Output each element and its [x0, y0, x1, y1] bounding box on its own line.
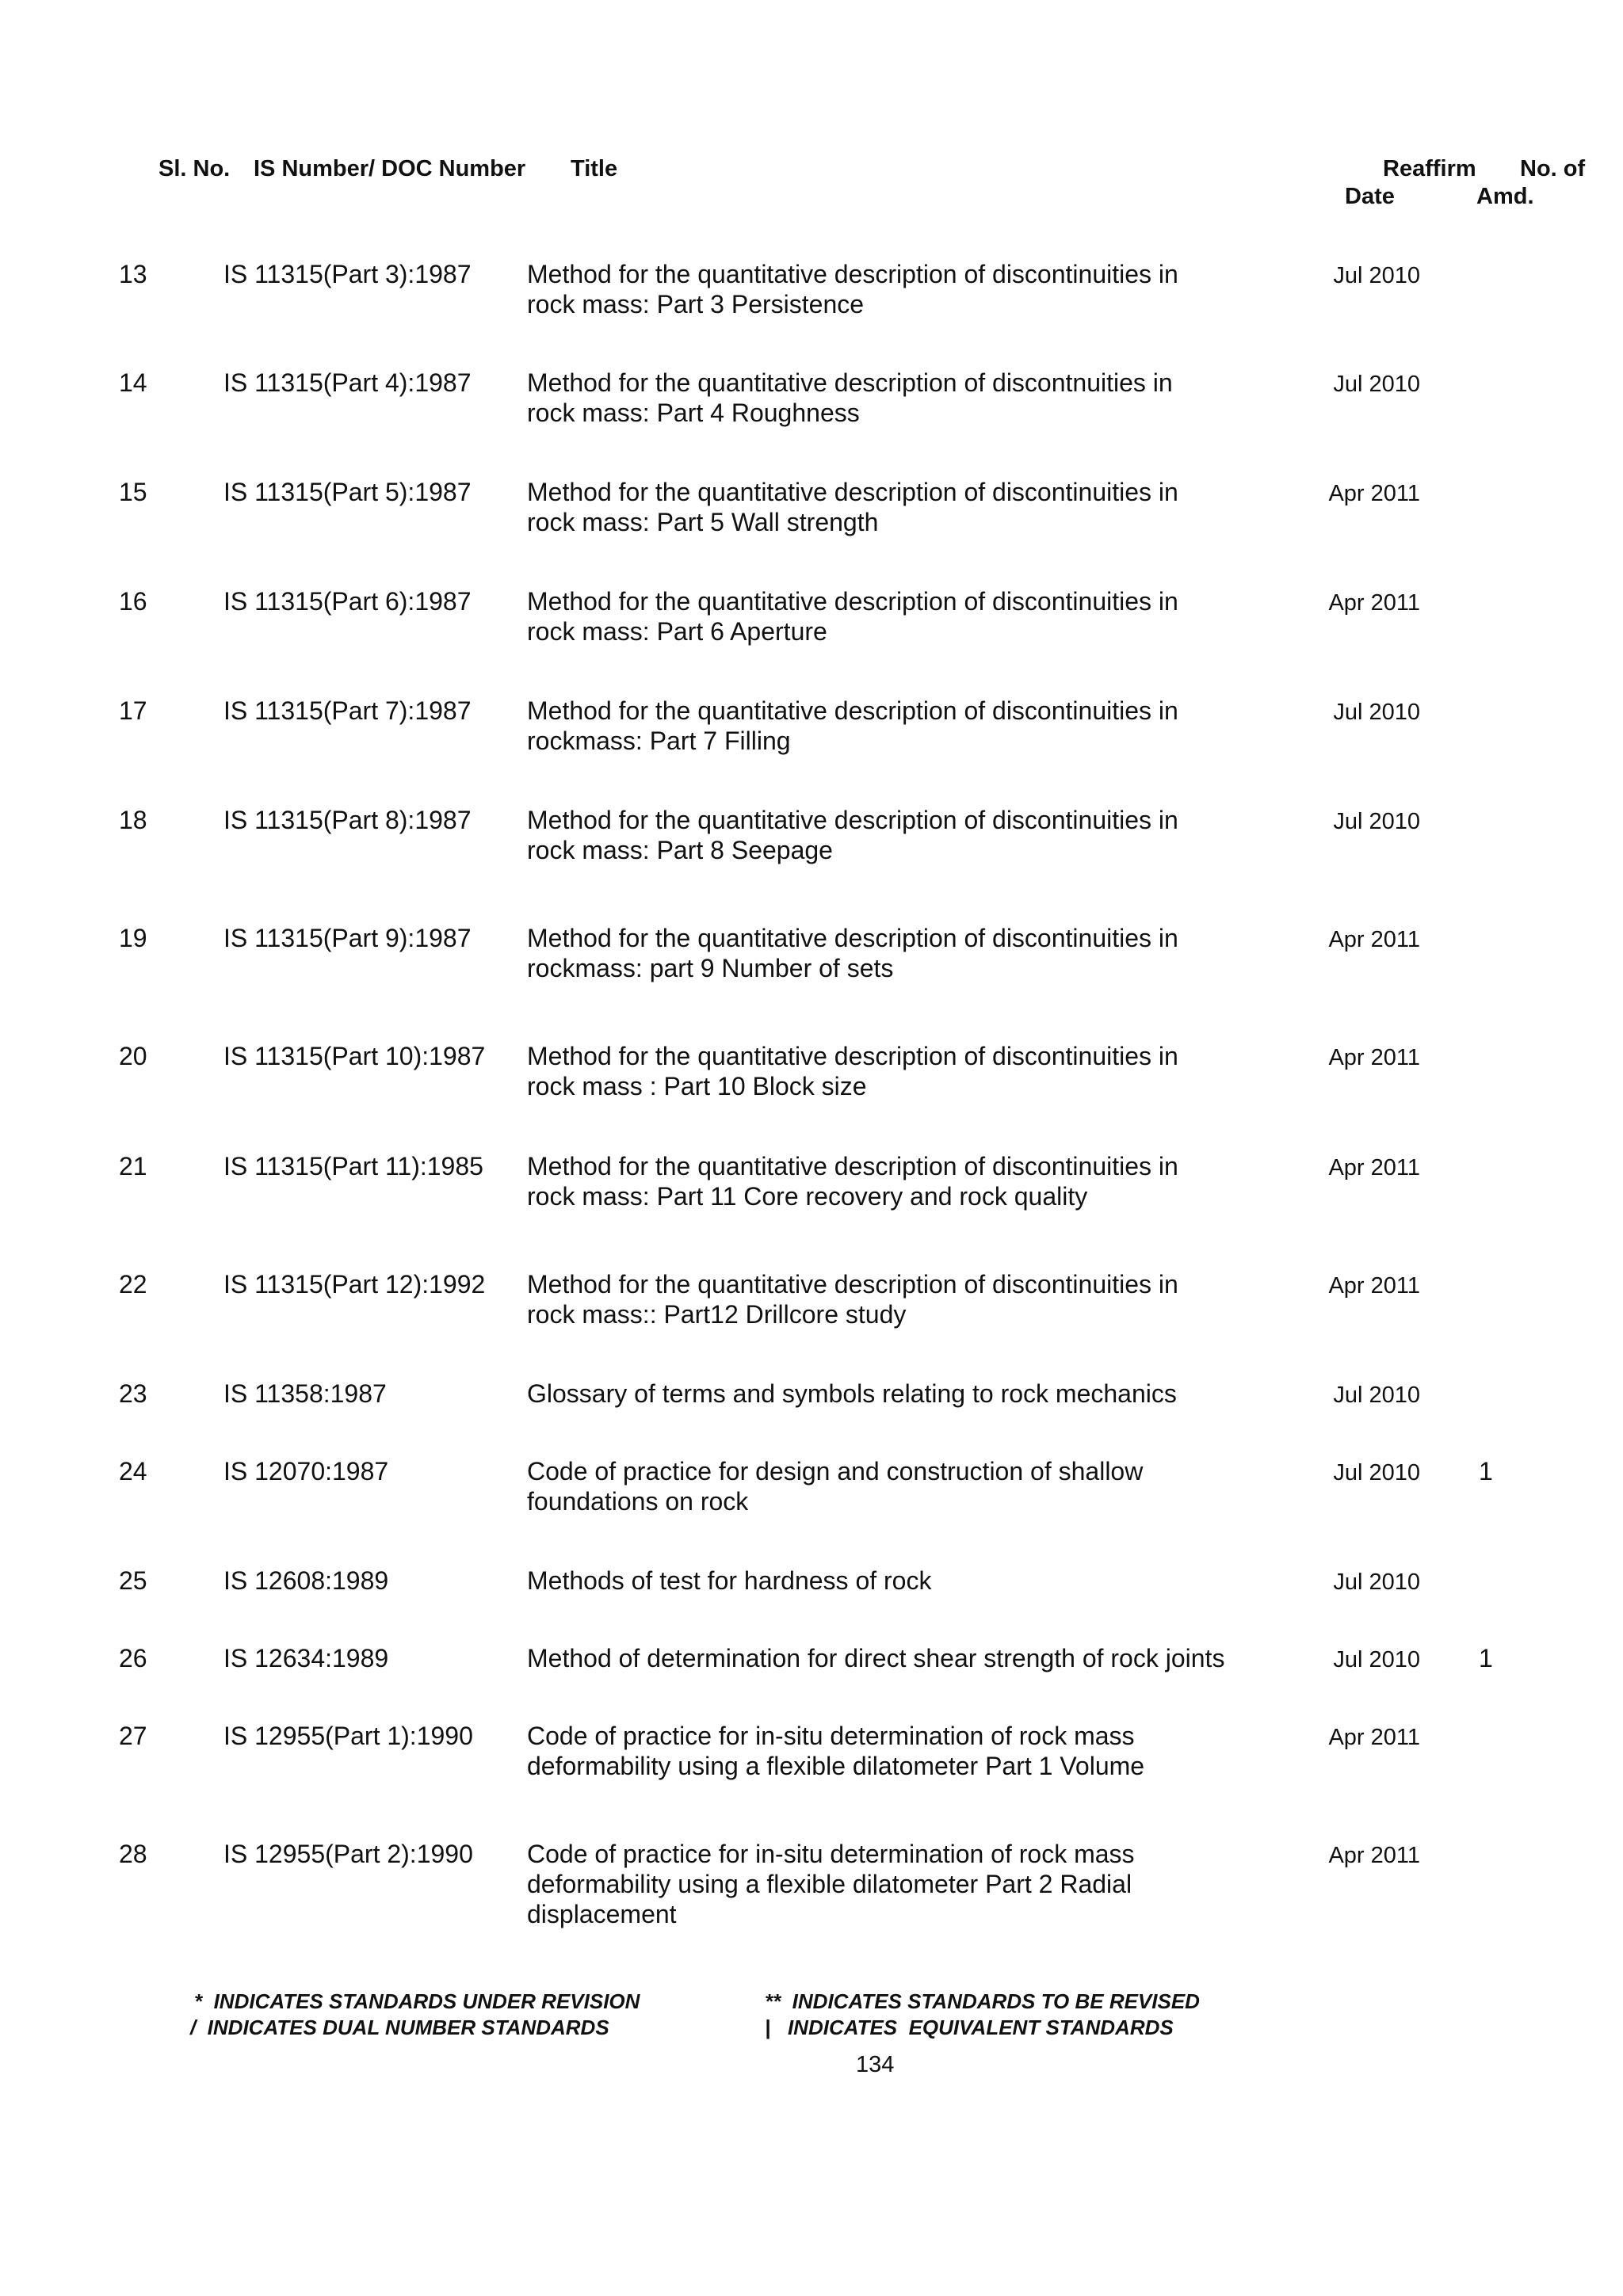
is-number-cell: IS 12070:1987: [223, 1457, 389, 1486]
legend-under-revision: * INDICATES STANDARDS UNDER REVISION: [194, 1989, 640, 2013]
title-cell: [527, 259, 1280, 319]
is-number-cell: IS 11315(Part 12):1992: [223, 1270, 486, 1299]
title-line: displacement: [527, 1900, 677, 1928]
title-line: rock mass: Part 3 Persistence: [527, 290, 865, 318]
header-is-number: IS Number/ DOC Number: [254, 156, 526, 181]
title-line: Method for the quantitative description of discontinuities in: [527, 924, 1178, 952]
reaffirm-date-cell: Jul 2010: [1333, 372, 1420, 397]
sl-no-cell: 18: [119, 806, 147, 834]
header-title: Title: [571, 156, 618, 181]
title-line: Method for the quantitative description of discontinuities in: [527, 478, 1178, 506]
amendments-cell: 1: [1479, 1457, 1493, 1486]
sl-no-cell: 16: [119, 587, 147, 616]
title-cell: [527, 368, 1280, 428]
title-line: rock mass : Part 10 Block size: [527, 1072, 867, 1100]
title-cell: [527, 1566, 1280, 1596]
title-line: Method for the quantitative description of discontinuities in: [527, 806, 1178, 834]
is-number-cell: IS 12955(Part 1):1990: [223, 1722, 473, 1750]
title-line: Code of practice for in-situ determination of rock mass: [527, 1722, 1135, 1750]
title-cell: [527, 923, 1280, 983]
is-number-cell: IS 11315(Part 4):1987: [223, 368, 472, 397]
reaffirm-date-cell: Apr 2011: [1328, 1273, 1420, 1299]
title-line: rockmass: Part 7 Filling: [527, 727, 791, 755]
sl-no-cell: 25: [119, 1566, 147, 1595]
sl-no-cell: 28: [119, 1840, 147, 1868]
reaffirm-date-cell: Jul 2010: [1333, 263, 1420, 288]
title-cell: [527, 1269, 1280, 1329]
sl-no-cell: 27: [119, 1722, 147, 1750]
title-cell: [527, 696, 1280, 756]
is-number-cell: IS 11315(Part 10):1987: [223, 1042, 486, 1070]
sl-no-cell: 24: [119, 1457, 147, 1486]
reaffirm-date-cell: Apr 2011: [1328, 1155, 1420, 1180]
title-line: rock mass:: Part12 Drillcore study: [527, 1300, 907, 1329]
title-line: rockmass: part 9 Number of sets: [527, 954, 894, 982]
title-line: rock mass: Part 4 Roughness: [527, 399, 860, 427]
sl-no-cell: 17: [119, 696, 147, 725]
reaffirm-date-cell: Apr 2011: [1328, 1045, 1420, 1070]
title-line: deformability using a flexible dilatometer Part 2 Radial: [527, 1870, 1132, 1898]
title-cell: [527, 1151, 1280, 1211]
title-line: rock mass: Part 8 Seepage: [527, 836, 833, 864]
header-reaffirm: Reaffirm: [1383, 156, 1476, 181]
title-line: Glossary of terms and symbols relating to rock mechanics: [527, 1379, 1177, 1408]
is-number-cell: IS 11315(Part 9):1987: [223, 924, 472, 952]
title-line: Method for the quantitative description of discontinuities in: [527, 587, 1178, 616]
title-line: Method for the quantitative description of discontinuities in: [527, 260, 1178, 288]
reaffirm-date-cell: Apr 2011: [1328, 1843, 1420, 1868]
header-sl-no: Sl. No.: [158, 156, 231, 181]
title-cell: [527, 1839, 1280, 1929]
sl-no-cell: 20: [119, 1042, 147, 1070]
title-line: rock mass: Part 6 Aperture: [527, 617, 827, 646]
title-line: Method for the quantitative description of discontinuities in: [527, 1042, 1178, 1070]
reaffirm-date-cell: Jul 2010: [1333, 1460, 1420, 1486]
title-line: Method of determination for direct shear strength of rock joints: [527, 1644, 1225, 1672]
legend-dual-number: / INDICATES DUAL NUMBER STANDARDS: [190, 2016, 609, 2039]
legend-to-be-revised: ** INDICATES STANDARDS TO BE REVISED: [765, 1989, 1200, 2013]
title-cell: [527, 1456, 1280, 1516]
header-date: Date: [1345, 184, 1395, 209]
title-cell: [527, 805, 1280, 865]
reaffirm-date-cell: Apr 2011: [1328, 590, 1420, 616]
sl-no-cell: 19: [119, 924, 147, 952]
title-cell: [527, 586, 1280, 646]
is-number-cell: IS 12634:1989: [223, 1644, 389, 1672]
title-line: Code of practice for design and construction of shallow: [527, 1457, 1144, 1486]
sl-no-cell: 15: [119, 478, 147, 506]
title-line: Method for the quantitative description of discontnuities in: [527, 368, 1173, 397]
header-amd: Amd.: [1476, 184, 1534, 209]
sl-no-cell: 22: [119, 1270, 147, 1299]
sl-no-cell: 14: [119, 368, 147, 397]
is-number-cell: IS 11315(Part 7):1987: [223, 696, 472, 725]
title-cell: [527, 1643, 1280, 1673]
reaffirm-date-cell: Jul 2010: [1333, 1383, 1420, 1408]
sl-no-cell: 21: [119, 1152, 147, 1180]
title-cell: [527, 1041, 1280, 1101]
sl-no-cell: 26: [119, 1644, 147, 1672]
is-number-cell: IS 11315(Part 11):1985: [223, 1152, 483, 1180]
is-number-cell: IS 12955(Part 2):1990: [223, 1840, 473, 1868]
reaffirm-date-cell: Jul 2010: [1333, 1647, 1420, 1672]
title-line: Methods of test for hardness of rock: [527, 1566, 932, 1595]
is-number-cell: IS 11315(Part 5):1987: [223, 478, 472, 506]
reaffirm-date-cell: Apr 2011: [1328, 927, 1420, 952]
legend-equivalent: | INDICATES EQUIVALENT STANDARDS: [765, 2016, 1174, 2039]
sl-no-cell: 13: [119, 260, 147, 288]
title-line: Method for the quantitative description of discontinuities in: [527, 1152, 1178, 1180]
reaffirm-date-cell: Jul 2010: [1333, 1569, 1420, 1595]
title-line: foundations on rock: [527, 1487, 749, 1516]
title-cell: [527, 1721, 1280, 1781]
is-number-cell: IS 11315(Part 6):1987: [223, 587, 472, 616]
title-line: Code of practice for in-situ determination of rock mass: [527, 1840, 1135, 1868]
title-line: Method for the quantitative description of discontinuities in: [527, 1270, 1178, 1299]
is-number-cell: IS 11315(Part 8):1987: [223, 806, 472, 834]
is-number-cell: IS 11315(Part 3):1987: [223, 260, 472, 288]
title-line: rock mass: Part 11 Core recovery and rock quality: [527, 1182, 1088, 1211]
amendments-cell: 1: [1479, 1644, 1493, 1672]
reaffirm-date-cell: Apr 2011: [1328, 481, 1420, 506]
title-cell: [527, 477, 1280, 537]
title-line: Method for the quantitative description of discontinuities in: [527, 696, 1178, 725]
is-number-cell: IS 11358:1987: [223, 1379, 387, 1408]
title-line: deformability using a flexible dilatometer Part 1 Volume: [527, 1752, 1145, 1780]
page-number: 134: [856, 2052, 895, 2077]
title-line: rock mass: Part 5 Wall strength: [527, 508, 879, 536]
reaffirm-date-cell: Jul 2010: [1333, 809, 1420, 834]
is-number-cell: IS 12608:1989: [223, 1566, 389, 1595]
reaffirm-date-cell: Apr 2011: [1328, 1725, 1420, 1750]
title-cell: [527, 1379, 1280, 1409]
sl-no-cell: 23: [119, 1379, 147, 1408]
reaffirm-date-cell: Jul 2010: [1333, 700, 1420, 725]
header-no-of: No. of: [1520, 156, 1586, 181]
